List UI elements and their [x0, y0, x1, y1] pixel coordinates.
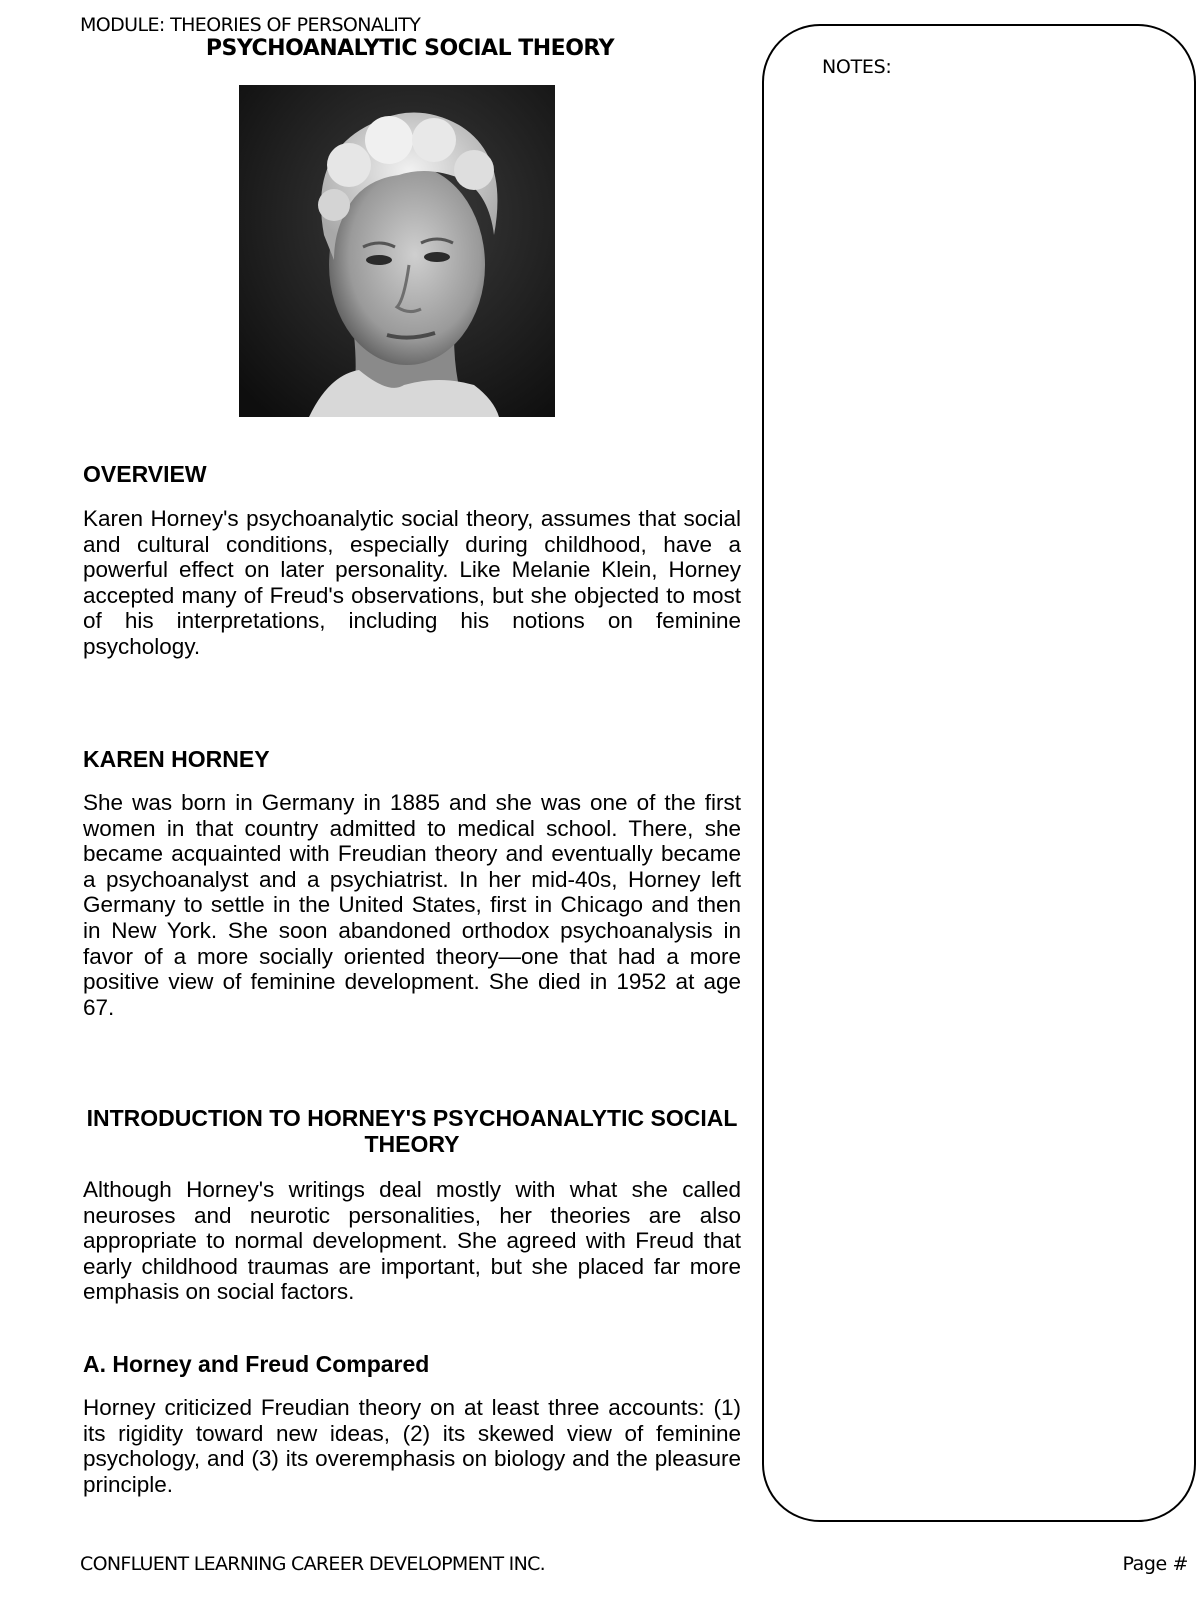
footer-page-number: Page # [1122, 1553, 1188, 1575]
comparison-heading: A. Horney and Freud Compared [83, 1351, 430, 1377]
biography-heading: KAREN HORNEY [83, 746, 270, 772]
biography-paragraph: She was born in Germany in 1885 and she was one of the first women in that country admitted to medical school. There, she became acquainted with Freudian theory and eventually became a psychoanalyst and a psychiatrist. In her mid-40s, Horney left Germany to settle in the United States, first in Chicago and then in New York. She soon abandoned orthodox psychoanalysis in favor of a more socially oriented theory—one that had a more positive view of feminine development. She died in 1952 at age 67. [83, 790, 741, 1020]
document-title: PSYCHOANALYTIC SOCIAL THEORY [205, 36, 615, 61]
portrait-photo [239, 85, 555, 417]
notes-box[interactable] [762, 24, 1196, 1522]
introduction-paragraph: Although Horney's writings deal mostly with what she called neuroses and neurotic personalities, her theories are also appropriate to normal development. She agreed with Freud that early childhood traumas are important, but she placed far more emphasis on social factors. [83, 1177, 741, 1305]
introduction-heading: INTRODUCTION TO HORNEY'S PSYCHOANALYTIC SOCIAL THEORY [86, 1105, 738, 1157]
notes-label: NOTES: [822, 56, 892, 78]
footer-organization: CONFLUENT LEARNING CAREER DEVELOPMENT INC. [80, 1553, 546, 1575]
overview-heading: OVERVIEW [83, 461, 207, 487]
comparison-paragraph: Horney criticized Freudian theory on at least three accounts: (1) its rigidity toward new ideas, (2) its skewed view of feminine psychology, and (3) its overemphasis on biology and the pleasure principle. [83, 1395, 741, 1497]
overview-paragraph: Karen Horney's psychoanalytic social theory, assumes that social and cultural conditions, especially during childhood, have a powerful effect on later personality. Like Melanie Klein, Horney accepted many of Freud's observations, but she objected to most of his interpretations, including his notions on feminine psychology. [83, 506, 741, 659]
module-label: MODULE: THEORIES OF PERSONALITY [80, 14, 421, 36]
